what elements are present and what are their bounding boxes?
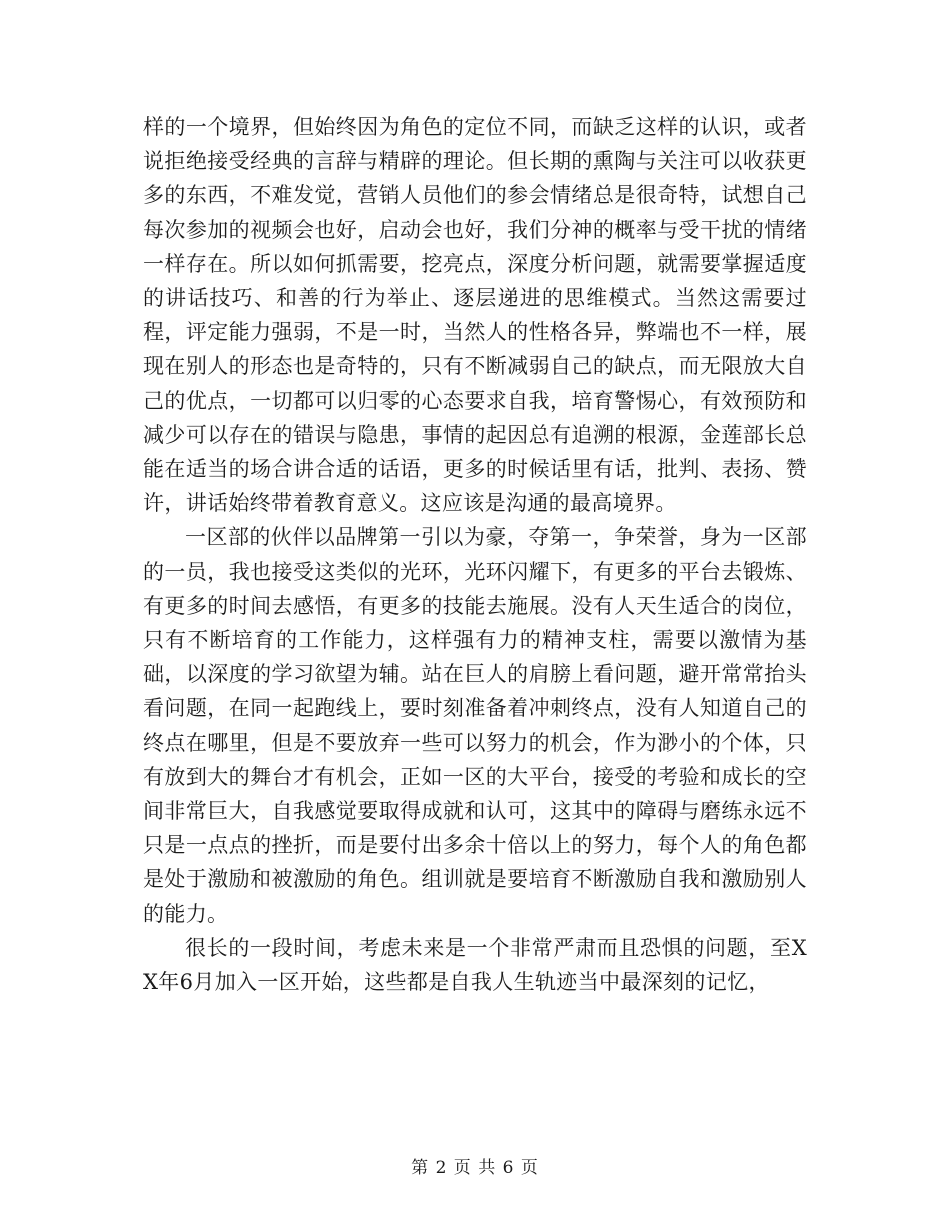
paragraph-3: 很长的一段时间，考虑未来是一个非常严肃而且恐惧的问题，至XX年6月加入一区开始，这些都是自我人生轨迹当中最深刻的记忆，	[143, 935, 807, 995]
paragraph-1: 样的一个境界，但始终因为角色的定位不同，而缺乏这样的认识，或者说拒绝接受经典的言辞与精辟的理论。但长期的熏陶与关注可以收获更多的东西，不难发觉，营销人员他们的参会情绪总是很奇特，试想自己每次参加的视频会也好，启动会也好，我们分神的概率与受干扰的情绪一样存在。所以如何抓需要，挖亮点，深度分析问题，就需要掌握适度的讲话技巧、和善的行为举止、逐层递进的思维模式。当然这需要过程，评定能力强弱，不是一时，当然人的性格各异，弊端也不一样，展现在别人的形态也是奇特的，只有不断减弱自己的缺点，而无限放大自己的优点，一切都可以归零的心态要求自我，培育警惕心，有效预防和减少可以存在的错误与隐患，事情的起因总有追溯的根源，金莲部长总能在适当的场合讲合适的话语，更多的时候话里有话，批判、表扬、赞许，讲话始终带着教育意义。这应该是沟通的最高境界。	[143, 115, 807, 516]
page-footer: 第 2 页 共 6 页	[411, 1158, 539, 1178]
paragraph-2: 一区部的伙伴以品牌第一引以为豪，夺第一，争荣誉，身为一区部的一员，我也接受这类似的光环，光环闪耀下，有更多的平台去锻炼、有更多的时间去感悟，有更多的技能去施展。没有人天生适合的岗位，只有不断培育的工作能力，这样强有力的精神支柱，需要以激情为基础，以深度的学习欲望为辅。站在巨人的肩膀上看问题，避开常常抬头看问题，在同一起跑线上，要时刻准备着冲刺终点，没有人知道自己的终点在哪里，但是不要放弃一些可以努力的机会，作为渺小的个体，只有放到大的舞台才有机会，正如一区的大平台，接受的考验和成长的空间非常巨大，自我感觉要取得成就和认可，这其中的障碍与磨练永远不只是一点点的挫折，而是要付出多余十倍以上的努力，每个人的角色都是处于激励和被激励的角色。组训就是要培育不断激励自我和激励别人的能力。	[143, 525, 807, 926]
body-text	[143, 110, 807, 999]
